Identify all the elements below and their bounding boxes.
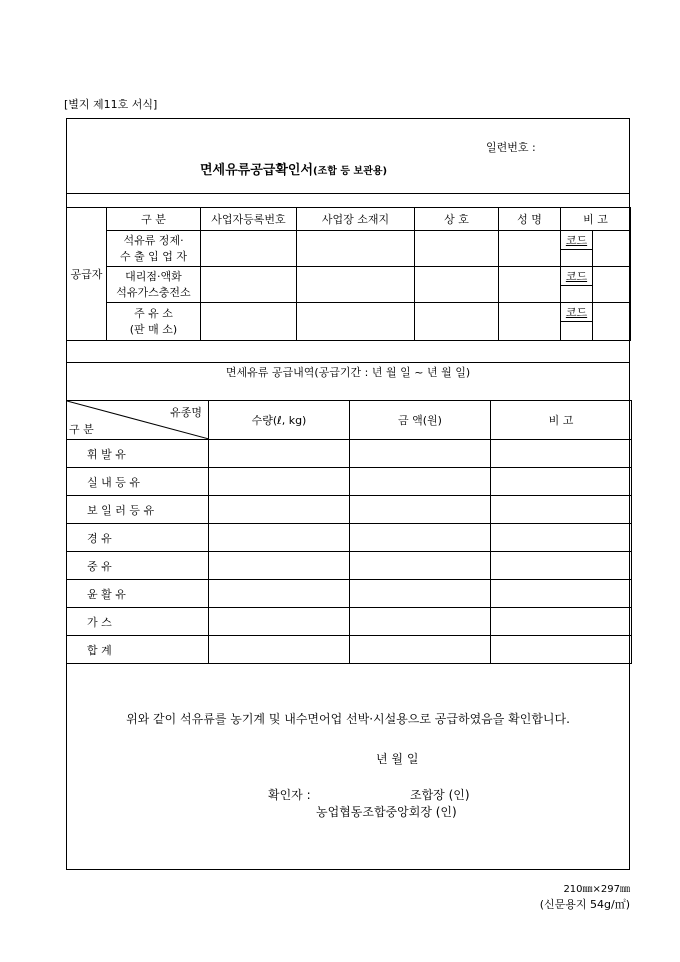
amount-cell[interactable] [350, 580, 491, 608]
amount-cell[interactable] [350, 496, 491, 524]
paper-type: (신문용지 54g/㎡) [539, 898, 630, 911]
header-company: 상 호 [415, 208, 499, 231]
remarks-cell[interactable] [593, 267, 631, 303]
row-label-line1: 석유류 정제· [123, 233, 184, 247]
row-label-line1: 대리점·액화 [125, 269, 182, 283]
serial-number-label: 일련번호 : [486, 141, 536, 154]
fuel-type-label: 실 내 등 유 [67, 468, 209, 496]
remarks-cell[interactable] [491, 580, 632, 608]
supplier-row-label [107, 303, 201, 341]
quantity-cell[interactable] [209, 468, 350, 496]
amount-cell[interactable] [350, 608, 491, 636]
code-label [561, 231, 593, 250]
amount-cell[interactable] [350, 468, 491, 496]
code-text: 코드 [565, 270, 588, 283]
product-table [66, 400, 632, 664]
code-label [561, 267, 593, 286]
code-value-cell[interactable] [561, 322, 593, 341]
business-number-cell[interactable] [201, 267, 297, 303]
company-cell[interactable] [415, 303, 499, 341]
remarks-cell[interactable] [593, 303, 631, 341]
address-cell[interactable] [297, 267, 415, 303]
supply-period-line: 면세유류 공급내역(공급기간 : 년 월 일 ~ 년 월 일) [225, 366, 471, 379]
table-row [67, 608, 632, 636]
title-sub: (조합 등 보관용) [313, 166, 388, 177]
quantity-cell[interactable] [209, 524, 350, 552]
table-row [67, 580, 632, 608]
row-label-line2: 석유가스충전소 [116, 285, 191, 299]
date-line: 년 월 일 [376, 752, 419, 766]
table-row [67, 496, 632, 524]
form-title [200, 159, 500, 178]
form-number-label: [별지 제11호 서식] [64, 98, 158, 111]
address-cell[interactable] [297, 231, 415, 267]
table-row [67, 524, 632, 552]
header-name: 성 명 [499, 208, 561, 231]
code-text: 코드 [565, 306, 588, 319]
fuel-type-label: 중 유 [67, 552, 209, 580]
name-cell[interactable] [499, 231, 561, 267]
remarks-cell[interactable] [491, 552, 632, 580]
paper-size: 210㎜×297㎜ [563, 884, 630, 895]
row-label-line2: (판 매 소) [129, 322, 178, 336]
row-label-line2: 수 출 입 업 자 [119, 249, 188, 263]
header-category: 구 분 [107, 208, 201, 231]
header-amount: 금 액(원) [350, 401, 491, 440]
quantity-cell[interactable] [209, 580, 350, 608]
table-row [67, 552, 632, 580]
table-row [67, 468, 632, 496]
header-business-number: 사업자등록번호 [201, 208, 297, 231]
quantity-cell[interactable] [209, 636, 350, 664]
company-cell[interactable] [415, 231, 499, 267]
business-number-cell[interactable] [201, 231, 297, 267]
fuel-type-label: 보 일 러 등 유 [67, 496, 209, 524]
header-quantity: 수량(ℓ, kg) [209, 401, 350, 440]
header-address: 사업장 소재지 [297, 208, 415, 231]
title-main: 면세유류공급확인서 [200, 163, 314, 178]
amount-cell[interactable] [350, 552, 491, 580]
diagonal-header-cell [67, 401, 209, 440]
fuel-type-label: 경 유 [67, 524, 209, 552]
confirmation-statement: 위와 같이 석유류를 농기계 및 내수면어업 선박·시설용으로 공급하였음을 확인합니다. [126, 712, 570, 726]
code-label [561, 303, 593, 322]
quantity-cell[interactable] [209, 496, 350, 524]
code-value-cell[interactable] [561, 250, 593, 267]
chairman-signature-line: 조합장 (인) [410, 788, 470, 802]
amount-cell[interactable] [350, 524, 491, 552]
fuel-type-label: 가 스 [67, 608, 209, 636]
remarks-cell[interactable] [491, 636, 632, 664]
code-value-cell[interactable] [561, 286, 593, 303]
table-row [67, 636, 632, 664]
supplier-row-label [107, 267, 201, 303]
signer-label: 확인자 : [268, 788, 311, 802]
remarks-cell[interactable] [491, 524, 632, 552]
divider [66, 193, 630, 194]
name-cell[interactable] [499, 303, 561, 341]
supplier-table [66, 207, 631, 341]
address-cell[interactable] [297, 303, 415, 341]
remarks-cell[interactable] [491, 608, 632, 636]
code-text: 코드 [565, 234, 588, 247]
total-label: 합 계 [67, 636, 209, 664]
remarks-cell[interactable] [491, 440, 632, 468]
remarks-cell[interactable] [491, 468, 632, 496]
federation-signature-line: 농업협동조합중앙회장 (인) [316, 805, 457, 819]
header-remarks: 비 고 [561, 208, 631, 231]
supplier-side-label: 공급자 [67, 208, 107, 341]
quantity-cell[interactable] [209, 552, 350, 580]
remarks-cell[interactable] [593, 231, 631, 267]
remarks-cell[interactable] [491, 496, 632, 524]
supplier-row-label [107, 231, 201, 267]
company-cell[interactable] [415, 267, 499, 303]
table-row [67, 440, 632, 468]
diag-top-label: 유종명 [170, 406, 202, 419]
amount-cell[interactable] [350, 440, 491, 468]
name-cell[interactable] [499, 267, 561, 303]
quantity-cell[interactable] [209, 440, 350, 468]
fuel-type-label: 휘 발 유 [67, 440, 209, 468]
header-remarks: 비 고 [491, 401, 632, 440]
business-number-cell[interactable] [201, 303, 297, 341]
quantity-cell[interactable] [209, 608, 350, 636]
row-label-line1: 주 유 소 [134, 306, 173, 320]
divider [66, 362, 630, 363]
fuel-type-label: 윤 활 유 [67, 580, 209, 608]
amount-cell[interactable] [350, 636, 491, 664]
diag-bottom-label: 구 분 [69, 423, 94, 436]
